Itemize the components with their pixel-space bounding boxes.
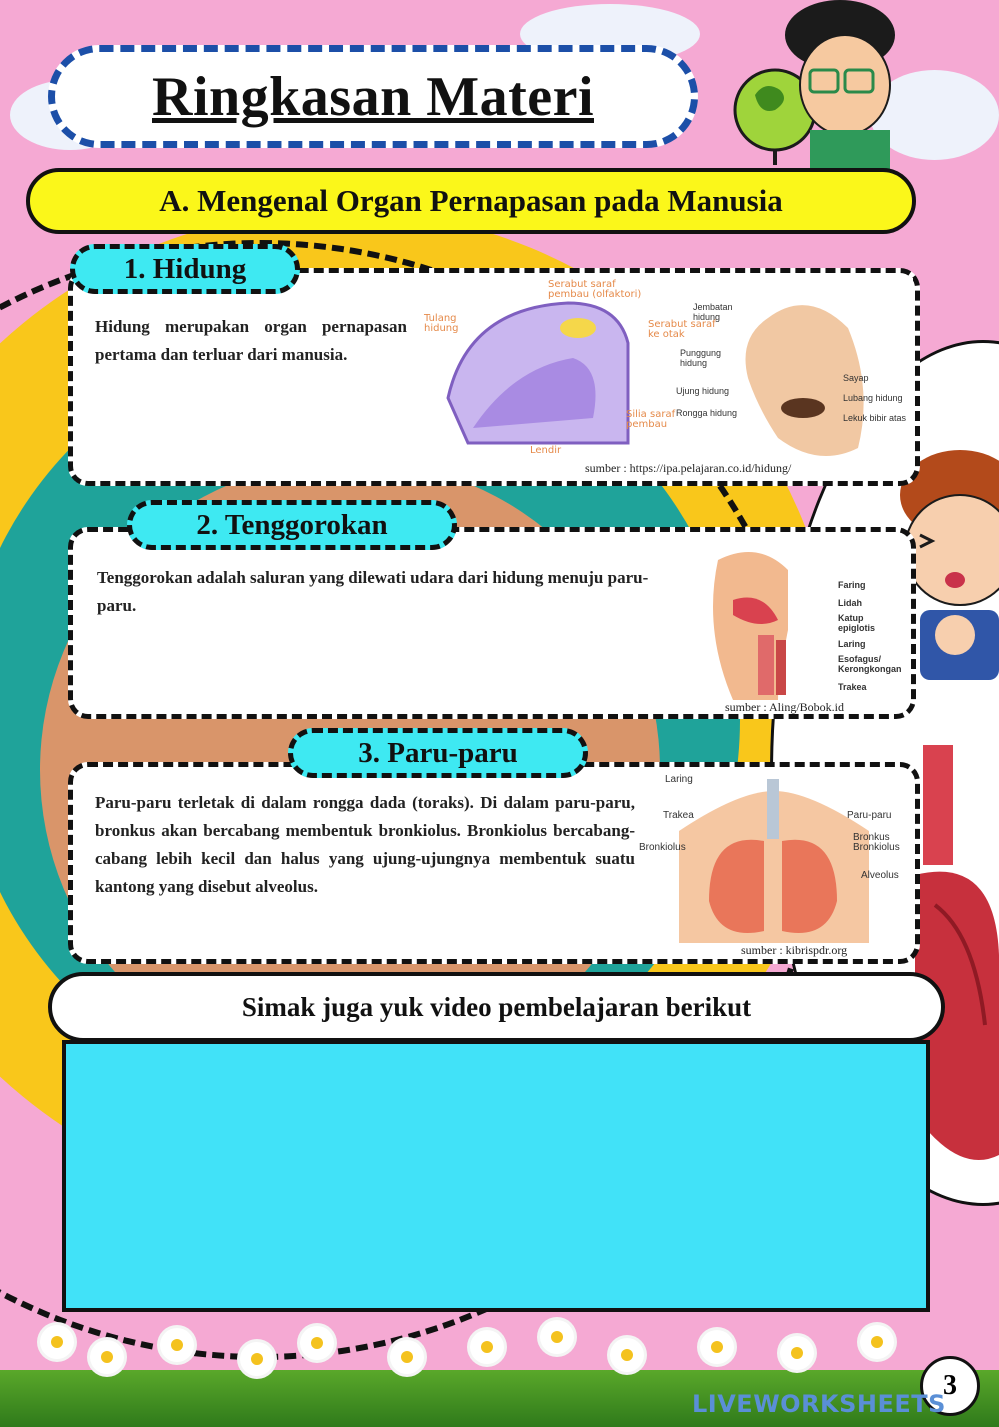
label-serabut-pembau: Serabut saraf pembau (olfaktori) (548, 279, 642, 300)
daisy-flower (470, 1330, 504, 1364)
section-a-title: A. Mengenal Organ Pernapasan pada Manusia (159, 183, 783, 218)
label-bronkiolus-right: Bronkiolus (853, 842, 900, 853)
label-lekuk: Lekuk bibir atas (843, 413, 907, 423)
label-serabut-otak: Serabut saraf ke otak (648, 319, 716, 340)
label-bronkiolus-left: Bronkiolus (639, 842, 686, 853)
label-alveolus: Alveolus (861, 870, 899, 881)
page-title: Ringkasan Materi (152, 65, 594, 128)
hidung-source: sumber : https://ipa.pelajaran.co.id/hidung/ (585, 461, 792, 475)
label-tulang-hidung: Tulang hidung (424, 313, 459, 334)
daisy-flower (860, 1325, 894, 1359)
label-silia: Silia saraf pembau (626, 409, 676, 430)
paru-text: Paru-paru terletak di dalam rongga dada (toraks). Di dalam paru-paru, bronkus akan bercabang membentuk bronkiolus. Bronkiolus bercabang-cabang lebih kecil dan halus yang ujung-ujungnya membentuk suatu kantong yang disebut alveolus. (95, 793, 635, 896)
daisy-flower (390, 1340, 424, 1374)
video-embed-area[interactable] (62, 1040, 930, 1312)
label-katup: Katup epiglotis (838, 613, 876, 633)
watermark: LIVEWORKSHEETS (692, 1390, 946, 1418)
hidung-card (68, 268, 920, 486)
label-ujung: Ujung hidung (676, 386, 730, 396)
section-a-banner (26, 168, 916, 234)
label-lidah: Lidah (838, 598, 862, 608)
label-esofagus: Esofagus/ Kerongkongan (838, 654, 902, 674)
hidung-diagram (418, 278, 913, 468)
tenggorokan-card (68, 527, 916, 719)
tenggorokan-source: sumber : Aling/Bobok.id (725, 700, 845, 714)
daisy-flower (240, 1342, 274, 1376)
daisy-flower (160, 1328, 194, 1362)
tenggorokan-heading: 2. Tenggorokan (127, 500, 457, 550)
label-lendir: Lendir (530, 445, 562, 456)
title-banner (48, 45, 698, 148)
paru-heading: 3. Paru-paru (288, 728, 588, 778)
daisy-flower (700, 1330, 734, 1364)
label-laring: Laring (838, 639, 866, 649)
daisy-flower (540, 1320, 574, 1354)
label-bronkus: Bronkus (853, 832, 890, 843)
label-punggung: Punggung hidung (680, 348, 722, 368)
daisy-flower (780, 1336, 814, 1370)
label-paru-paru: Paru-paru (847, 810, 892, 821)
label-rongga: Rongga hidung (676, 408, 738, 418)
video-title: Simak juga yuk video pembelajaran berikut (241, 991, 752, 1022)
hidung-text: Hidung merupakan organ pernapasan pertama dan terluar dari manusia. (95, 317, 407, 364)
label-lubang: Lubang hidung (843, 393, 903, 403)
daisy-flower (40, 1325, 74, 1359)
label-paru-trakea: Trakea (663, 810, 694, 821)
tenggorokan-diagram (698, 540, 903, 700)
daisy-flower (300, 1326, 334, 1360)
paru-diagram (639, 771, 909, 943)
page-number: 3 (920, 1356, 980, 1416)
label-sayap: Sayap (843, 373, 869, 383)
kid-with-globe-illustration (715, 0, 915, 170)
label-jembatan: Jembatan hidung (693, 302, 733, 322)
label-trakea: Trakea (838, 682, 867, 692)
daisy-flower (610, 1338, 644, 1372)
paru-source: sumber : kibrispdr.org (741, 943, 848, 957)
tenggorokan-text: Tenggorokan adalah saluran yang dilewati udara dari hidung menuju paru-paru. (97, 568, 649, 615)
hidung-heading: 1. Hidung (70, 244, 300, 294)
video-title-banner (48, 972, 945, 1042)
label-paru-laring: Laring (665, 774, 693, 785)
paru-card (68, 762, 920, 964)
daisy-flower (90, 1340, 124, 1374)
label-faring: Faring (838, 580, 866, 590)
